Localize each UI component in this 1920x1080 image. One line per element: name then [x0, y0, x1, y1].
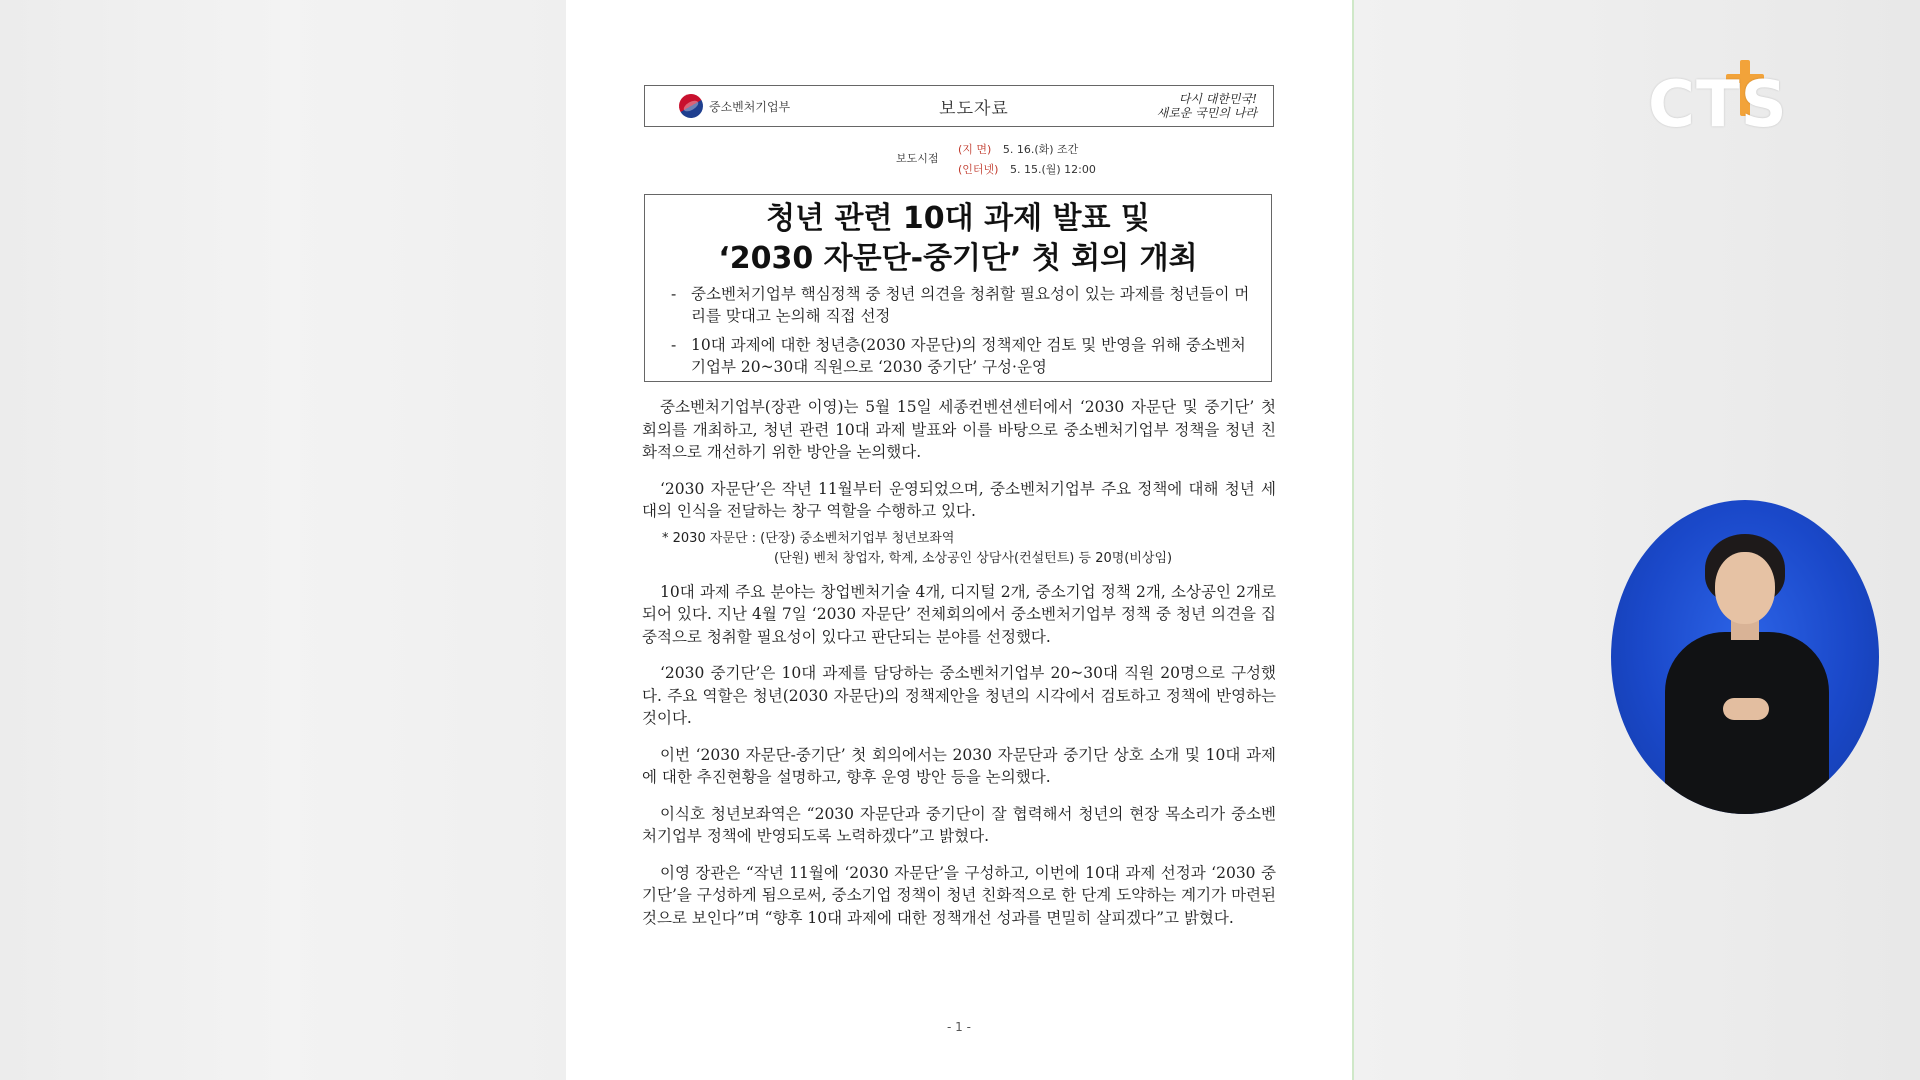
ministry-name: 중소벤처기업부: [709, 99, 791, 114]
footnote-line-1: * 2030 자문단 : (단장) 중소벤처기업부 청년보좌역: [662, 530, 955, 546]
release-time-label: 보도시점: [896, 152, 939, 165]
summary-bullet: - 중소벤처기업부 핵심정책 중 청년 의견을 청취할 필요성이 있는 과제를 청년들이 머리를 맞대고 논의해 직접 선정: [671, 283, 1253, 327]
government-emblem-icon: [675, 90, 708, 123]
summary-bullet-text: 10대 과제에 대한 청년층(2030 자문단)의 정책제안 검토 및 반영을 위해 중소벤처기업부 20~30대 직원으로 ‘2030 중기단’ 구성·운영: [691, 336, 1246, 376]
body-paragraph: 10대 과제 주요 분야는 창업벤처기술 4개, 디지털 2개, 중소기업 정책 2개, 소상공인 2개로 되어 있다. 지난 4월 7일 ‘2030 자문단’ 전체회의에서 중소벤처기업부 정책 중 청년 의견을 집중적으로 청취할 필요성이 있다고 판단되는 분야를 선정했다.: [642, 582, 1276, 646]
release-paper-date: 5. 16.(화) 조간: [1002, 143, 1079, 156]
interpreter-hands: [1723, 698, 1769, 720]
slogan-line-2: 새로운 국민의 나라: [1156, 106, 1257, 120]
sign-language-interpreter: [1611, 500, 1879, 814]
body-paragraph: 이식호 청년보좌역은 “2030 자문단과 중기단이 잘 협력해서 청년의 현장 목소리가 중소벤처기업부 정책에 반영되도록 노력하겠다”고 밝혔다.: [642, 804, 1276, 845]
summary-bullet-text: 중소벤처기업부 핵심정책 중 청년 의견을 청취할 필요성이 있는 과제를 청년들이 머리를 맞대고 논의해 직접 선정: [691, 285, 1250, 325]
page-number: - 1 -: [947, 1020, 971, 1034]
press-release-label: 보도자료: [939, 98, 1009, 119]
slogan: [1093, 92, 1273, 120]
body-paragraph: 이영 장관은 “작년 11월에 ‘2030 자문단’을 구성하고, 이번에 10대 과제 선정과 ‘2030 중기단’을 구성하게 됨으로써, 중소기업 정책이 청년 친화적으로 한 단계 도약하는 계기가 마련된 것으로 보인다”며 “향후 10대 과제에 대한 정책개선 성과를 면밀히 살피겠다”고 밝혔다.: [642, 863, 1276, 927]
release-web-date: 5. 15.(월) 12:00: [1009, 163, 1096, 176]
interpreter-body: [1665, 632, 1829, 814]
release-web-tag: (인터넷): [958, 163, 999, 176]
title-line-1: 청년 관련 10대 과제 발표 및: [766, 201, 1150, 236]
broadcaster-logo-text: CTS: [1648, 68, 1788, 142]
summary-bullet: - 10대 과제에 대한 청년층(2030 자문단)의 정책제안 검토 및 반영을 위해 중소벤처기업부 20~30대 직원으로 ‘2030 중기단’ 구성·운영: [671, 334, 1253, 378]
body-paragraph: 이번 ‘2030 자문단-중기단’ 첫 회의에서는 2030 자문단과 중기단 상호 소개 및 10대 과제에 대한 추진현황을 설명하고, 향후 운영 방안 등을 논의했다.: [642, 745, 1276, 786]
release-web: [958, 161, 1096, 177]
press-header: [644, 85, 1274, 127]
document-page: [566, 0, 1354, 1080]
release-paper: [958, 141, 1078, 157]
summary-bullets: [671, 283, 1253, 378]
title-box: [644, 194, 1272, 382]
broadcaster-logo: [1648, 60, 1788, 140]
body-paragraph: 중소벤처기업부(장관 이영)는 5월 15일 세종컨벤션센터에서 ‘2030 자문단 및 중기단’ 첫 회의를 개최하고, 청년 관련 10대 과제 발표와 이를 바탕으로 중소벤처기업부 정책을 청년 친화적으로 개선하기 위한 방안을 논의했다.: [642, 398, 1276, 461]
interpreter-face: [1715, 552, 1775, 624]
body-paragraph: ‘2030 중기단’은 10대 과제를 담당하는 중소벤처기업부 20~30대 직원 20명으로 구성했다. 주요 역할은 청년(2030 자문단)의 정책제안을 청년의 시각에서 검토하고 정책에 반영하는 것이다.: [642, 664, 1276, 727]
body-paragraph: ‘2030 자문단’은 작년 11월부터 운영되었으며, 중소벤처기업부 주요 정책에 대해 청년 세대의 인식을 전달하는 창구 역할을 수행하고 있다.: [642, 479, 1276, 520]
document-title: [645, 199, 1271, 279]
document-body: [642, 396, 1276, 943]
footnote: [662, 529, 1276, 569]
ministry-block: [645, 94, 855, 118]
footnote-line-2: (단원) 벤처 창업자, 학계, 소상공인 상담사(컨설턴트) 등 20명(비상임): [774, 550, 1173, 566]
background-left: [0, 0, 566, 1080]
title-line-2: ‘2030 자문단-중기단’ 첫 회의 개최: [718, 241, 1198, 276]
slogan-line-1: 다시 대한민국!: [1178, 92, 1257, 106]
release-paper-tag: (지 면): [958, 143, 992, 156]
